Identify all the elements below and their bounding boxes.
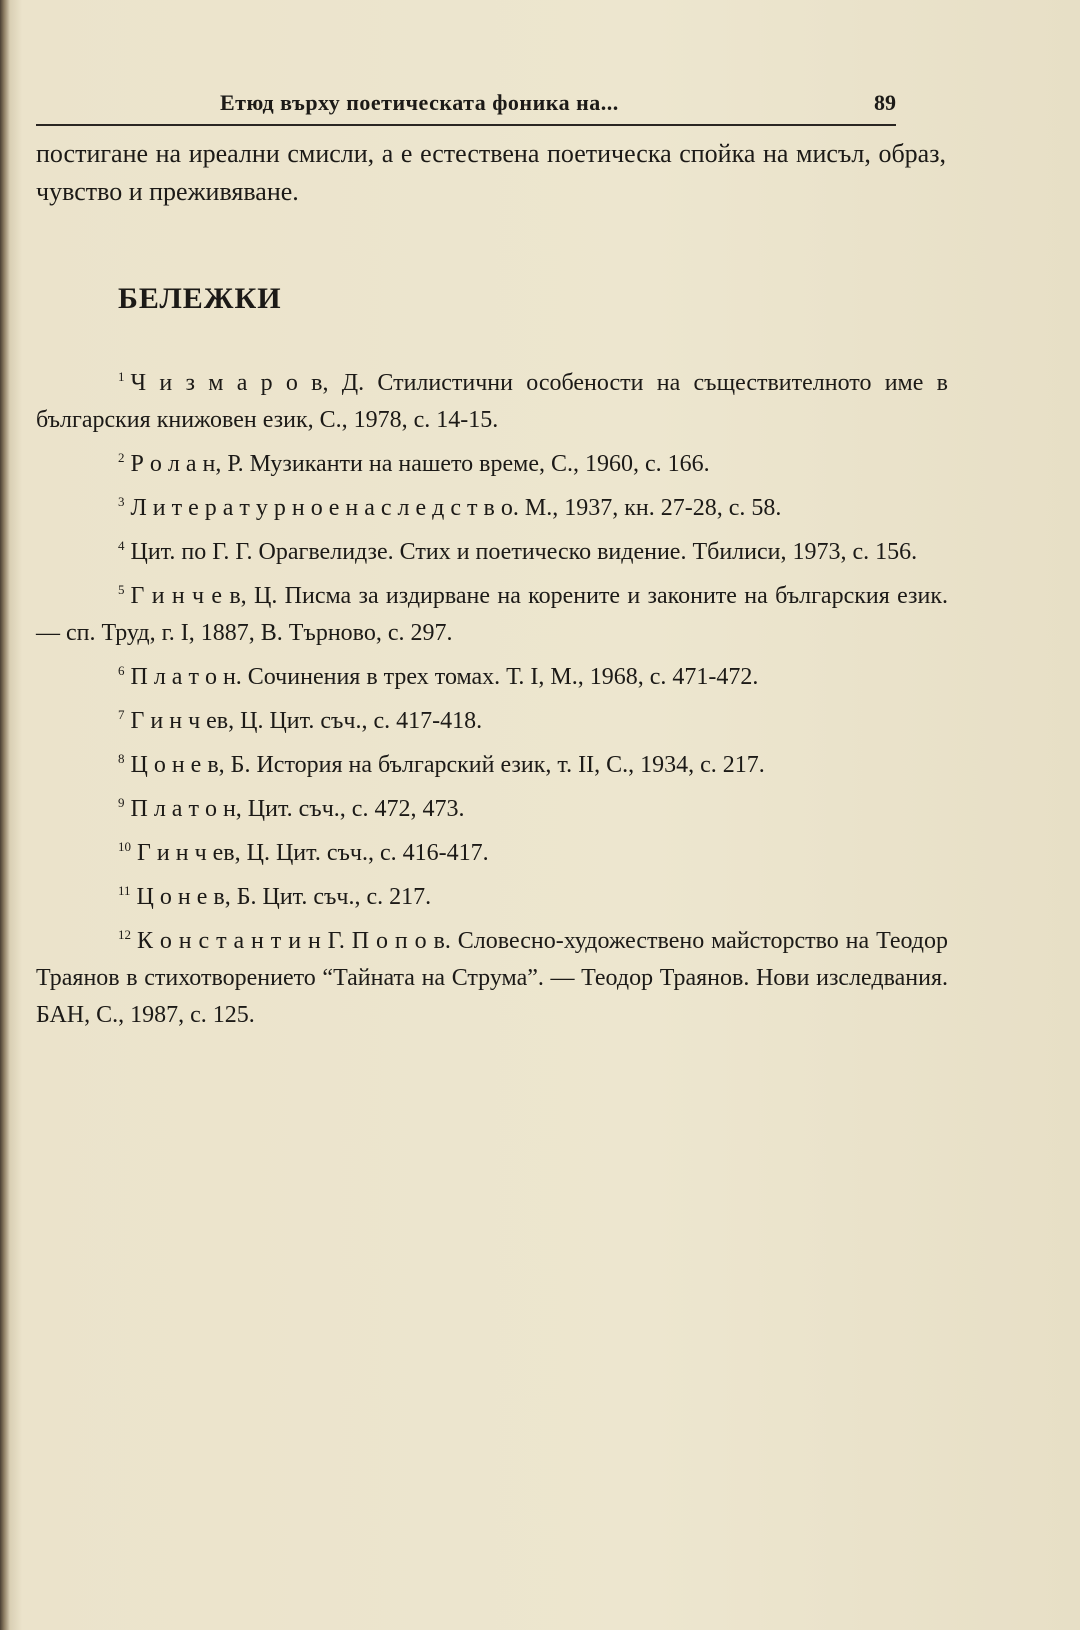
footnote-text: Д. Стилистични особености на съществителното име в българския книжовен език, С., 1978, с. 14-15. xyxy=(36,370,949,433)
footnote xyxy=(36,571,948,652)
footnote-author: Ц о н е в, xyxy=(130,752,225,778)
footnote-number: 11 xyxy=(118,883,131,898)
footnote-text: Цит. съч., с. 472, 473. xyxy=(247,796,465,822)
footnote-author: Р о л а н, xyxy=(130,451,222,477)
footnote xyxy=(36,358,948,439)
footnote-author: Ц о н е в, xyxy=(136,884,231,910)
footnote-text: Словесно-художествено майсторство на Теодор Траянов в стихотворението “Тайната на Струма”. — Теодор Траянов. Нови изследвания. БАН, С., 1987, с. 125. xyxy=(36,928,948,1028)
body-paragraph: постигане на ирeални смисли, а е естествена поетическа спойка на мисъл, образ, чувство и преживяване. xyxy=(36,139,946,206)
footnote-number: 10 xyxy=(118,839,131,854)
footnote-number: 8 xyxy=(118,751,125,766)
footnote-text: Б. История на българский език, т. II, С., 1934, с. 217. xyxy=(230,752,765,778)
footnote-text: Сочинения в трех томах. Т. I, М., 1968, с. 471-472. xyxy=(247,664,759,690)
footnote xyxy=(36,872,948,916)
footnote-text: Ц. Цит. съч., с. 417-418. xyxy=(240,708,483,734)
footnote xyxy=(36,527,948,571)
footnote-number: 4 xyxy=(118,538,125,553)
page-number: 89 xyxy=(874,90,896,115)
footnote-number: 2 xyxy=(118,450,125,465)
footnote-number: 7 xyxy=(118,707,125,722)
footnote xyxy=(36,652,948,696)
footnote-author: К о н с т а н т и н Г. П о п о в. xyxy=(137,928,451,954)
running-head xyxy=(36,88,896,126)
footnote-text: Ц. Цит. съч., с. 416-417. xyxy=(246,840,489,866)
footnote-number: 6 xyxy=(118,663,125,678)
footnote-text: Б. Цит. съч., с. 217. xyxy=(236,884,432,910)
footnote xyxy=(36,439,948,483)
footnote xyxy=(36,916,948,1034)
notes-heading: БЕЛЕЖКИ xyxy=(118,282,282,315)
footnote xyxy=(36,784,948,828)
footnote-author: П л а т о н, xyxy=(130,796,242,822)
footnote xyxy=(36,740,948,784)
footnote-number: 12 xyxy=(118,927,131,942)
footnote-number: 9 xyxy=(118,795,125,810)
footnote-author: Г и н ч ев, xyxy=(130,708,235,734)
footnote-number: 5 xyxy=(118,582,125,597)
footnote-text: Р. Музиканти на нашето време, С., 1960, с. 166. xyxy=(227,451,710,477)
footnote-author: П л а т о н. xyxy=(130,664,242,690)
notes-list xyxy=(36,358,948,1034)
running-title: Етюд върху поетическата фоника на... xyxy=(220,90,619,115)
footnote-text: Цит. по Г. Г. Орагвелидзе. Стих и поетическо видение. Тбилиси, 1973, с. 156. xyxy=(130,539,918,565)
footnote-author: Ч и з м а р о в, xyxy=(130,370,329,396)
footnote-text: М., 1937, кн. 27-28, с. 58. xyxy=(524,495,782,521)
footnote xyxy=(36,828,948,872)
footnote-number: 3 xyxy=(118,494,125,509)
footnote-text: Ц. Писма за издирване на корените и законите на българския език. — сп. Труд, г. I, 1887, В. Търново, с. 297. xyxy=(36,583,949,646)
footnote-number: 1 xyxy=(118,369,125,384)
footnote xyxy=(36,483,948,527)
footnote xyxy=(36,696,948,740)
footnote-author: Г и н ч ев, xyxy=(137,840,241,866)
footnote-author: Л и т е р а т у р н о е н а с л е д с т в о. xyxy=(130,495,519,521)
footnote-author: Г и н ч е в, xyxy=(130,583,247,609)
